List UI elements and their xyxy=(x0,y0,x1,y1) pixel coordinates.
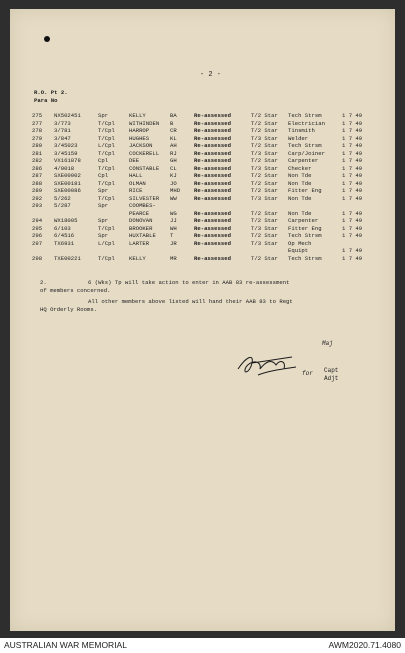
cell-trade: Non Tde xyxy=(288,172,312,179)
note-para-2-cont: HQ Orderly Rooms. xyxy=(40,306,98,313)
signature-maj: Maj xyxy=(322,340,333,347)
cell-date: 1 7 49 xyxy=(342,217,363,224)
cell-date: 1 7 49 xyxy=(342,142,363,149)
cell-initials: GH xyxy=(170,157,177,164)
cell-status: Re-assessed xyxy=(194,187,231,194)
cell-number: VX161878 xyxy=(54,157,81,164)
cell-grade: T/3 Star xyxy=(251,149,278,157)
cell-status: Re-assessed xyxy=(194,254,231,262)
cell-grade: T/3 Star xyxy=(251,224,278,232)
cell-number: 5/287 xyxy=(54,202,71,209)
note-para-1-cont: of members concerned. xyxy=(40,287,111,294)
cell-name: PEARCE xyxy=(129,209,150,217)
cell-initials: BA xyxy=(170,112,177,119)
cell-initials: KL xyxy=(170,134,177,142)
cell-para: 297 xyxy=(32,239,43,247)
cell-initials: AH xyxy=(170,142,177,149)
cell-initials: JO xyxy=(170,179,177,187)
cell-status: Re-assessed xyxy=(194,157,231,164)
cell-grade: T/3 Star xyxy=(251,164,278,172)
cell-trade: Carpenter xyxy=(288,217,319,224)
cell-initials: WH xyxy=(170,224,177,232)
note-para-2: All other members above listed will hand their AAB 83 to Regt xyxy=(88,298,293,305)
cell-initials: B xyxy=(170,119,174,127)
ref-line-2: Para No xyxy=(34,97,58,104)
cell-number: SXE00002 xyxy=(54,172,81,179)
cell-trade: Tech Strsm xyxy=(288,254,322,262)
cell-date: 1 7 49 xyxy=(342,127,363,134)
cell-initials: MHD xyxy=(170,187,181,194)
cell-name: KELLY xyxy=(129,254,146,262)
cell-initials: CL xyxy=(170,164,177,172)
cell-date: 1 7 49 xyxy=(342,172,363,179)
cell-rank: T/Cpl xyxy=(98,127,115,134)
cell-para: 281 xyxy=(32,149,43,157)
cell-trade: Fitter Eng xyxy=(288,224,322,232)
signature-adjt: Adjt xyxy=(324,375,339,382)
cell-date: 1 7 49 xyxy=(342,209,363,217)
cell-number: 3/847 xyxy=(54,134,71,142)
cell-rank: Cpl xyxy=(98,157,109,164)
cell-trade: Non Tde xyxy=(288,209,312,217)
cell-initials: RJ xyxy=(170,149,177,157)
cell-grade: T/2 Star xyxy=(251,142,278,149)
cell-date: 1 7 49 xyxy=(342,119,363,127)
cell-status: Re-assessed xyxy=(194,112,231,119)
cell-status: Re-assessed xyxy=(194,217,231,224)
cell-number: 3/45159 xyxy=(54,149,78,157)
cell-name: OLMAN xyxy=(129,179,146,187)
cell-date: 1 7 49 xyxy=(342,224,363,232)
note-para-1: 6 (Wks) Tp will take action to enter in AAB 83 re-assessment xyxy=(88,279,290,286)
cell-grade: T/2 Star xyxy=(251,217,278,224)
handwritten-signature xyxy=(232,339,322,387)
cell-status: Re-assessed xyxy=(194,172,231,179)
cell-trade: Fitter Eng xyxy=(288,187,322,194)
cell-name: SILVESTER xyxy=(129,194,160,202)
document-page xyxy=(10,9,395,631)
cell-rank: T/Cpl xyxy=(98,194,115,202)
cell-rank: L/Cpl xyxy=(98,142,115,149)
cell-status: Re-assessed xyxy=(194,209,231,217)
cell-number: 6/103 xyxy=(54,224,71,232)
cell-date: 1 7 49 xyxy=(342,187,363,194)
cell-grade: T/2 Star xyxy=(251,179,278,187)
cell-status: Re-assessed xyxy=(194,149,231,157)
cell-rank: L/Cpl xyxy=(98,239,115,247)
cell-grade: T/3 Star xyxy=(251,194,278,202)
cell-trade: Carpenter xyxy=(288,157,319,164)
cell-status: Re-assessed xyxy=(194,127,231,134)
cell-initials: CR xyxy=(170,127,177,134)
cell-date: 1 7 49 xyxy=(342,232,363,239)
cell-trade: Op Mech xyxy=(288,239,312,247)
cell-number: 5/262 xyxy=(54,194,71,202)
cell-grade: T/3 Star xyxy=(251,239,278,247)
cell-para: 277 xyxy=(32,119,43,127)
cell-trade: Non Tde xyxy=(288,194,312,202)
cell-rank: Spr xyxy=(98,202,109,209)
cell-number: SXE00181 xyxy=(54,179,81,187)
cell-name: LARTER xyxy=(129,239,150,247)
cell-trade: Tech Strsm xyxy=(288,112,322,119)
cell-grade: T/2 Star xyxy=(251,254,278,262)
cell-rank: Spr xyxy=(98,112,109,119)
cell-grade: T/2 Star xyxy=(251,232,278,239)
cell-trade: Tech Strsm xyxy=(288,232,322,239)
cell-rank: T/Cpl xyxy=(98,119,115,127)
cell-trade: Tech Strsm xyxy=(288,142,322,149)
cell-rank: T/Cpl xyxy=(98,134,115,142)
ref-line-1: R.O. Pt 2. xyxy=(34,89,68,96)
cell-initials: MR xyxy=(170,254,177,262)
cell-initials: WG xyxy=(170,209,177,217)
cell-number: TXE00221 xyxy=(54,254,81,262)
cell-para: 289 xyxy=(32,187,43,194)
cell-grade: T/2 Star xyxy=(251,127,278,134)
cell-name: DEE xyxy=(129,157,140,164)
cell-rank: Spr xyxy=(98,232,109,239)
cell-para: 279 xyxy=(32,134,43,142)
cell-name: HALL xyxy=(129,172,143,179)
cell-name: HUGHES xyxy=(129,134,150,142)
signature-for: for xyxy=(302,370,313,377)
signature-capt: Capt xyxy=(324,367,339,374)
cell-para: 292 xyxy=(32,194,43,202)
cell-status: Re-assessed xyxy=(194,224,231,232)
punch-hole xyxy=(44,36,50,42)
cell-trade: Carp/Joiner xyxy=(288,149,325,157)
cell-name: KELLY xyxy=(129,112,146,119)
cell-grade: T/2 Star xyxy=(251,172,278,179)
cell-para: 282 xyxy=(32,157,43,164)
cell-name: RICE xyxy=(129,187,143,194)
cell-grade: T/2 Star xyxy=(251,119,278,127)
cell-status: Re-assessed xyxy=(194,142,231,149)
cell-name: DONOVAN xyxy=(129,217,153,224)
cell-para: 286 xyxy=(32,164,43,172)
cell-status: Re-assessed xyxy=(194,179,231,187)
footer-institution: AUSTRALIAN WAR MEMORIAL xyxy=(4,640,127,650)
cell-date: 1 7 49 xyxy=(342,134,363,142)
cell-grade: T/2 Star xyxy=(251,209,278,217)
cell-status: Re-assessed xyxy=(194,239,231,247)
cell-number: 6/4516 xyxy=(54,232,75,239)
cell-date: 1 7 49 xyxy=(342,149,363,157)
cell-trade: Equipt xyxy=(288,247,309,254)
cell-number: 3/45023 xyxy=(54,142,78,149)
cell-status: Re-assessed xyxy=(194,134,231,142)
cell-para: 294 xyxy=(32,217,43,224)
cell-status: Re-assessed xyxy=(194,194,231,202)
cell-number: 4/0018 xyxy=(54,164,75,172)
cell-grade: T/2 Star xyxy=(251,157,278,164)
cell-trade: Electrician xyxy=(288,119,325,127)
cell-status: Re-assessed xyxy=(194,232,231,239)
cell-rank: T/Cpl xyxy=(98,179,115,187)
cell-date: 1 7 49 xyxy=(342,179,363,187)
cell-initials: KJ xyxy=(170,172,177,179)
cell-para: 287 xyxy=(32,172,43,179)
cell-para: 296 xyxy=(32,232,43,239)
cell-number: 3/773 xyxy=(54,119,71,127)
cell-name: COCKERELL xyxy=(129,149,160,157)
cell-date: 1 7 49 xyxy=(342,157,363,164)
cell-status: Re-assessed xyxy=(194,164,231,172)
cell-initials: WW xyxy=(170,194,177,202)
cell-para: 275 xyxy=(32,112,43,119)
cell-rank: Spr xyxy=(98,187,109,194)
cell-name: HARROP xyxy=(129,127,150,134)
cell-date: 1 7 49 xyxy=(342,254,363,262)
cell-name: JACKSON xyxy=(129,142,153,149)
cell-para: 288 xyxy=(32,179,43,187)
cell-para: 298 xyxy=(32,254,43,262)
cell-para: 293 xyxy=(32,202,43,209)
cell-para: 295 xyxy=(32,224,43,232)
cell-trade: Checker xyxy=(288,164,312,172)
cell-rank: T/Cpl xyxy=(98,149,115,157)
cell-grade: T/2 Star xyxy=(251,112,278,119)
cell-rank: Cpl xyxy=(98,172,109,179)
cell-date: 1 7 49 xyxy=(342,247,363,254)
cell-initials: JJ xyxy=(170,217,177,224)
cell-number: TX6931 xyxy=(54,239,75,247)
footer-bar xyxy=(0,638,405,653)
cell-grade: T/3 Star xyxy=(251,134,278,142)
cell-name: BROOKER xyxy=(129,224,153,232)
cell-date: 1 7 49 xyxy=(342,164,363,172)
cell-name: WITHINDEN xyxy=(129,119,160,127)
cell-number: WX18005 xyxy=(54,217,78,224)
cell-number: SXE00086 xyxy=(54,187,81,194)
cell-initials: T xyxy=(170,232,174,239)
cell-number: NX502451 xyxy=(54,112,81,119)
cell-para: 280 xyxy=(32,142,43,149)
cell-rank: T/Cpl xyxy=(98,254,115,262)
page-number: - 2 - xyxy=(200,71,222,79)
cell-initials: JR xyxy=(170,239,177,247)
cell-date: 1 7 49 xyxy=(342,194,363,202)
note-para-number: 2. xyxy=(40,279,47,286)
cell-status: Re-assessed xyxy=(194,119,231,127)
cell-date: 1 7 49 xyxy=(342,112,363,119)
cell-trade: Welder xyxy=(288,134,309,142)
cell-para: 278 xyxy=(32,127,43,134)
cell-name: CONSTABLE xyxy=(129,164,160,172)
cell-rank: Spr xyxy=(98,217,109,224)
cell-trade: Tinsmith xyxy=(288,127,315,134)
cell-trade: Non Tde xyxy=(288,179,312,187)
cell-grade: T/2 Star xyxy=(251,187,278,194)
footer-accession-number: AWM2020.71.4080 xyxy=(328,640,401,650)
cell-name: COOMBES- xyxy=(129,202,156,209)
cell-number: 3/781 xyxy=(54,127,71,134)
cell-rank: T/Cpl xyxy=(98,164,115,172)
cell-name: HUXTABLE xyxy=(129,232,156,239)
cell-rank: T/Cpl xyxy=(98,224,115,232)
